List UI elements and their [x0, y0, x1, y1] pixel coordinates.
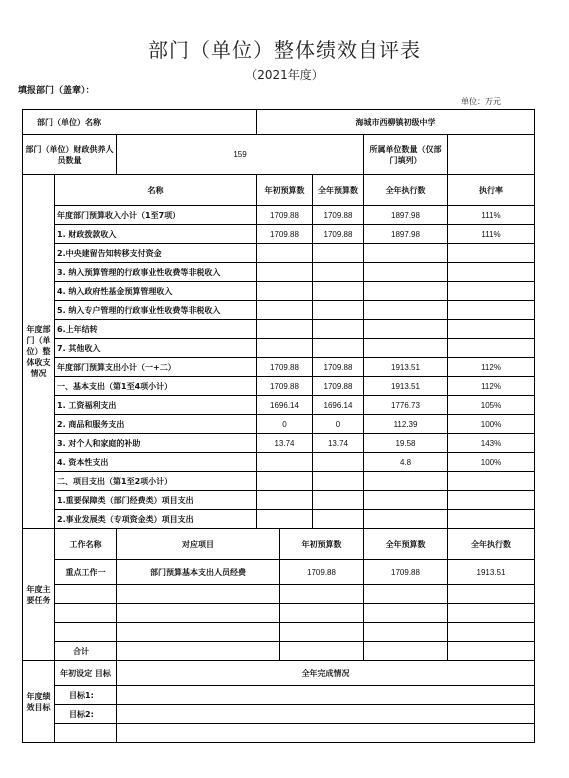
task-initial — [280, 585, 364, 604]
goal-row — [23, 686, 535, 705]
tasks-section-label: 年度主要任务 — [23, 529, 55, 661]
budget-initial — [257, 339, 313, 358]
goal-row — [23, 724, 535, 743]
tasks-total-executed — [448, 642, 535, 661]
budget-row — [23, 491, 535, 510]
budget-initial — [257, 491, 313, 510]
budget-annual: 1709.88 — [313, 377, 364, 396]
goal-completion — [117, 686, 535, 705]
goals-col-completion: 全年完成情况 — [117, 661, 535, 686]
budget-initial — [257, 263, 313, 282]
task-row — [23, 604, 535, 623]
budget-header-row — [23, 175, 535, 206]
filler-label: 填报部门（盖章）： — [18, 86, 95, 96]
budget-rate: 143% — [448, 434, 535, 453]
task-name — [55, 623, 117, 642]
budget-col-rate: 执行率 — [448, 175, 535, 206]
task-row — [23, 623, 535, 642]
budget-annual: 13.74 — [313, 434, 364, 453]
budget-row — [23, 244, 535, 263]
budget-item-name: 1. 财政拨款收入 — [55, 225, 257, 244]
budget-row — [23, 320, 535, 339]
budget-executed — [364, 491, 448, 510]
budget-rate — [448, 510, 535, 529]
budget-col-executed: 全年执行数 — [364, 175, 448, 206]
budget-annual — [313, 339, 364, 358]
task-project: 部门预算基本支出人员经费 — [117, 560, 280, 585]
budget-annual — [313, 453, 364, 472]
goal-row — [23, 705, 535, 724]
staff-count-value: 159 — [117, 135, 364, 175]
budget-executed: 1913.51 — [364, 358, 448, 377]
budget-col-initial: 年初预算数 — [257, 175, 313, 206]
task-executed — [448, 585, 535, 604]
budget-rate: 100% — [448, 415, 535, 434]
budget-annual: 1696.14 — [313, 396, 364, 415]
budget-rate: 112% — [448, 358, 535, 377]
budget-item-name: 2.中央建留告知转移支付资金 — [55, 244, 257, 263]
budget-item-name: 年度部门预算收入小计（1至7项） — [55, 206, 257, 225]
budget-annual — [313, 301, 364, 320]
budget-section-label: 年度部门（单位）整体收支情况 — [23, 175, 55, 529]
budget-item-name: 一、基本支出（第1至4项小计） — [55, 377, 257, 396]
budget-row — [23, 358, 535, 377]
budget-executed: 1776.73 — [364, 396, 448, 415]
budget-rate — [448, 339, 535, 358]
task-project — [117, 623, 280, 642]
budget-row — [23, 434, 535, 453]
budget-initial: 1709.88 — [257, 358, 313, 377]
budget-row — [23, 415, 535, 434]
budget-rate — [448, 472, 535, 491]
budget-executed: 19.58 — [364, 434, 448, 453]
budget-row — [23, 225, 535, 244]
report-year: （2021年度） — [245, 68, 324, 82]
budget-rate: 100% — [448, 453, 535, 472]
budget-col-annual: 全年预算数 — [313, 175, 364, 206]
budget-executed — [364, 301, 448, 320]
budget-annual: 0 — [313, 415, 364, 434]
budget-rate: 111% — [448, 206, 535, 225]
budget-item-name: 7. 其他收入 — [55, 339, 257, 358]
tasks-col-executed: 全年执行数 — [448, 529, 535, 560]
budget-initial: 1709.88 — [257, 206, 313, 225]
budget-initial — [257, 244, 313, 263]
budget-executed — [364, 320, 448, 339]
budget-rate — [448, 301, 535, 320]
unit-label: 单位：万元 — [461, 97, 501, 106]
budget-item-name: 6.上年结转 — [55, 320, 257, 339]
budget-annual: 1709.88 — [313, 358, 364, 377]
tasks-col-annual: 全年预算数 — [364, 529, 448, 560]
budget-row — [23, 396, 535, 415]
budget-initial: 1696.14 — [257, 396, 313, 415]
task-project — [117, 604, 280, 623]
budget-initial: 1709.88 — [257, 377, 313, 396]
budget-row — [23, 472, 535, 491]
budget-initial — [257, 301, 313, 320]
budget-item-name: 3. 对个人和家庭的补助 — [55, 434, 257, 453]
task-executed: 1913.51 — [448, 560, 535, 585]
tasks-total-label: 合计 — [55, 642, 117, 661]
goals-section-label: 年度绩效目标 — [23, 661, 55, 743]
goal-completion — [117, 705, 535, 724]
budget-executed: 1897.98 — [364, 206, 448, 225]
task-name: 重点工作一 — [55, 560, 117, 585]
task-row — [23, 560, 535, 585]
staff-count-label: 部门（单位）财政供养人员数量 — [23, 135, 117, 175]
budget-item-name: 1.重要保障类（部门经费类）项目支出 — [55, 491, 257, 510]
budget-rate: 105% — [448, 396, 535, 415]
budget-annual — [313, 263, 364, 282]
budget-initial — [257, 282, 313, 301]
task-name — [55, 604, 117, 623]
task-name — [55, 585, 117, 604]
budget-row — [23, 206, 535, 225]
budget-annual — [313, 472, 364, 491]
budget-executed — [364, 510, 448, 529]
goals-col-target: 年初设定 目标 — [55, 661, 117, 686]
budget-annual — [313, 244, 364, 263]
self-evaluation-table — [22, 109, 535, 743]
task-project — [117, 585, 280, 604]
dept-name-label: 部门（单位）名称 — [23, 110, 257, 135]
goal-label: 目标1: — [55, 686, 117, 705]
budget-executed — [364, 244, 448, 263]
budget-annual — [313, 491, 364, 510]
task-initial — [280, 623, 364, 642]
budget-annual: 1709.88 — [313, 225, 364, 244]
budget-row — [23, 339, 535, 358]
tasks-total-project — [117, 642, 280, 661]
budget-initial — [257, 453, 313, 472]
budget-row — [23, 510, 535, 529]
goal-completion — [117, 724, 535, 743]
goals-header-row — [23, 661, 535, 686]
budget-rate — [448, 263, 535, 282]
budget-initial — [257, 320, 313, 339]
tasks-total-annual — [364, 642, 448, 661]
task-annual — [364, 585, 448, 604]
task-executed — [448, 604, 535, 623]
budget-executed — [364, 339, 448, 358]
task-initial: 1709.88 — [280, 560, 364, 585]
budget-initial — [257, 472, 313, 491]
budget-executed: 1897.98 — [364, 225, 448, 244]
task-row — [23, 585, 535, 604]
budget-executed: 4.8 — [364, 453, 448, 472]
budget-rate — [448, 244, 535, 263]
budget-row — [23, 377, 535, 396]
budget-initial: 1709.88 — [257, 225, 313, 244]
budget-executed — [364, 472, 448, 491]
sub-unit-value — [448, 135, 535, 175]
goal-label — [55, 724, 117, 743]
tasks-total-initial — [280, 642, 364, 661]
dept-name-value: 海城市西柳镇初级中学 — [257, 110, 535, 135]
tasks-col-name: 工作名称 — [55, 529, 117, 560]
task-initial — [280, 604, 364, 623]
budget-row — [23, 282, 535, 301]
page-title: 部门（单位）整体绩效自评表 — [148, 38, 421, 62]
budget-rate — [448, 282, 535, 301]
budget-item-name: 2.事业发展类（专项资金类）项目支出 — [55, 510, 257, 529]
budget-item-name: 4. 资本性支出 — [55, 453, 257, 472]
budget-item-name: 4. 纳入政府性基金预算管理收入 — [55, 282, 257, 301]
goal-label: 目标2: — [55, 705, 117, 724]
budget-rate — [448, 320, 535, 339]
budget-rate — [448, 491, 535, 510]
sub-unit-label: 所属单位数量（仅部门填列） — [364, 135, 448, 175]
budget-rate: 111% — [448, 225, 535, 244]
budget-item-name: 年度部门预算支出小计（一+二） — [55, 358, 257, 377]
budget-executed — [364, 282, 448, 301]
budget-executed: 112.39 — [364, 415, 448, 434]
budget-annual — [313, 510, 364, 529]
budget-annual: 1709.88 — [313, 206, 364, 225]
tasks-col-initial: 年初预算数 — [280, 529, 364, 560]
budget-row — [23, 301, 535, 320]
budget-annual — [313, 282, 364, 301]
budget-initial — [257, 510, 313, 529]
budget-executed: 1913.51 — [364, 377, 448, 396]
budget-item-name: 2. 商品和服务支出 — [55, 415, 257, 434]
staff-row — [23, 135, 535, 175]
budget-executed — [364, 263, 448, 282]
budget-initial: 13.74 — [257, 434, 313, 453]
budget-initial: 0 — [257, 415, 313, 434]
budget-item-name: 二、项目支出（第1至2项小计） — [55, 472, 257, 491]
budget-item-name: 1. 工资福利支出 — [55, 396, 257, 415]
budget-item-name: 5. 纳入专户管理的行政事业性收费等非税收入 — [55, 301, 257, 320]
budget-item-name: 3. 纳入预算管理的行政事业性收费等非税收入 — [55, 263, 257, 282]
tasks-col-project: 对应项目 — [117, 529, 280, 560]
budget-row — [23, 453, 535, 472]
budget-col-name: 名称 — [55, 175, 257, 206]
budget-annual — [313, 320, 364, 339]
task-annual — [364, 604, 448, 623]
budget-rate: 112% — [448, 377, 535, 396]
budget-row — [23, 263, 535, 282]
dept-name-row — [23, 110, 535, 135]
task-annual — [364, 623, 448, 642]
task-annual: 1709.88 — [364, 560, 448, 585]
task-executed — [448, 623, 535, 642]
tasks-header-row — [23, 529, 535, 560]
tasks-total-row — [23, 642, 535, 661]
